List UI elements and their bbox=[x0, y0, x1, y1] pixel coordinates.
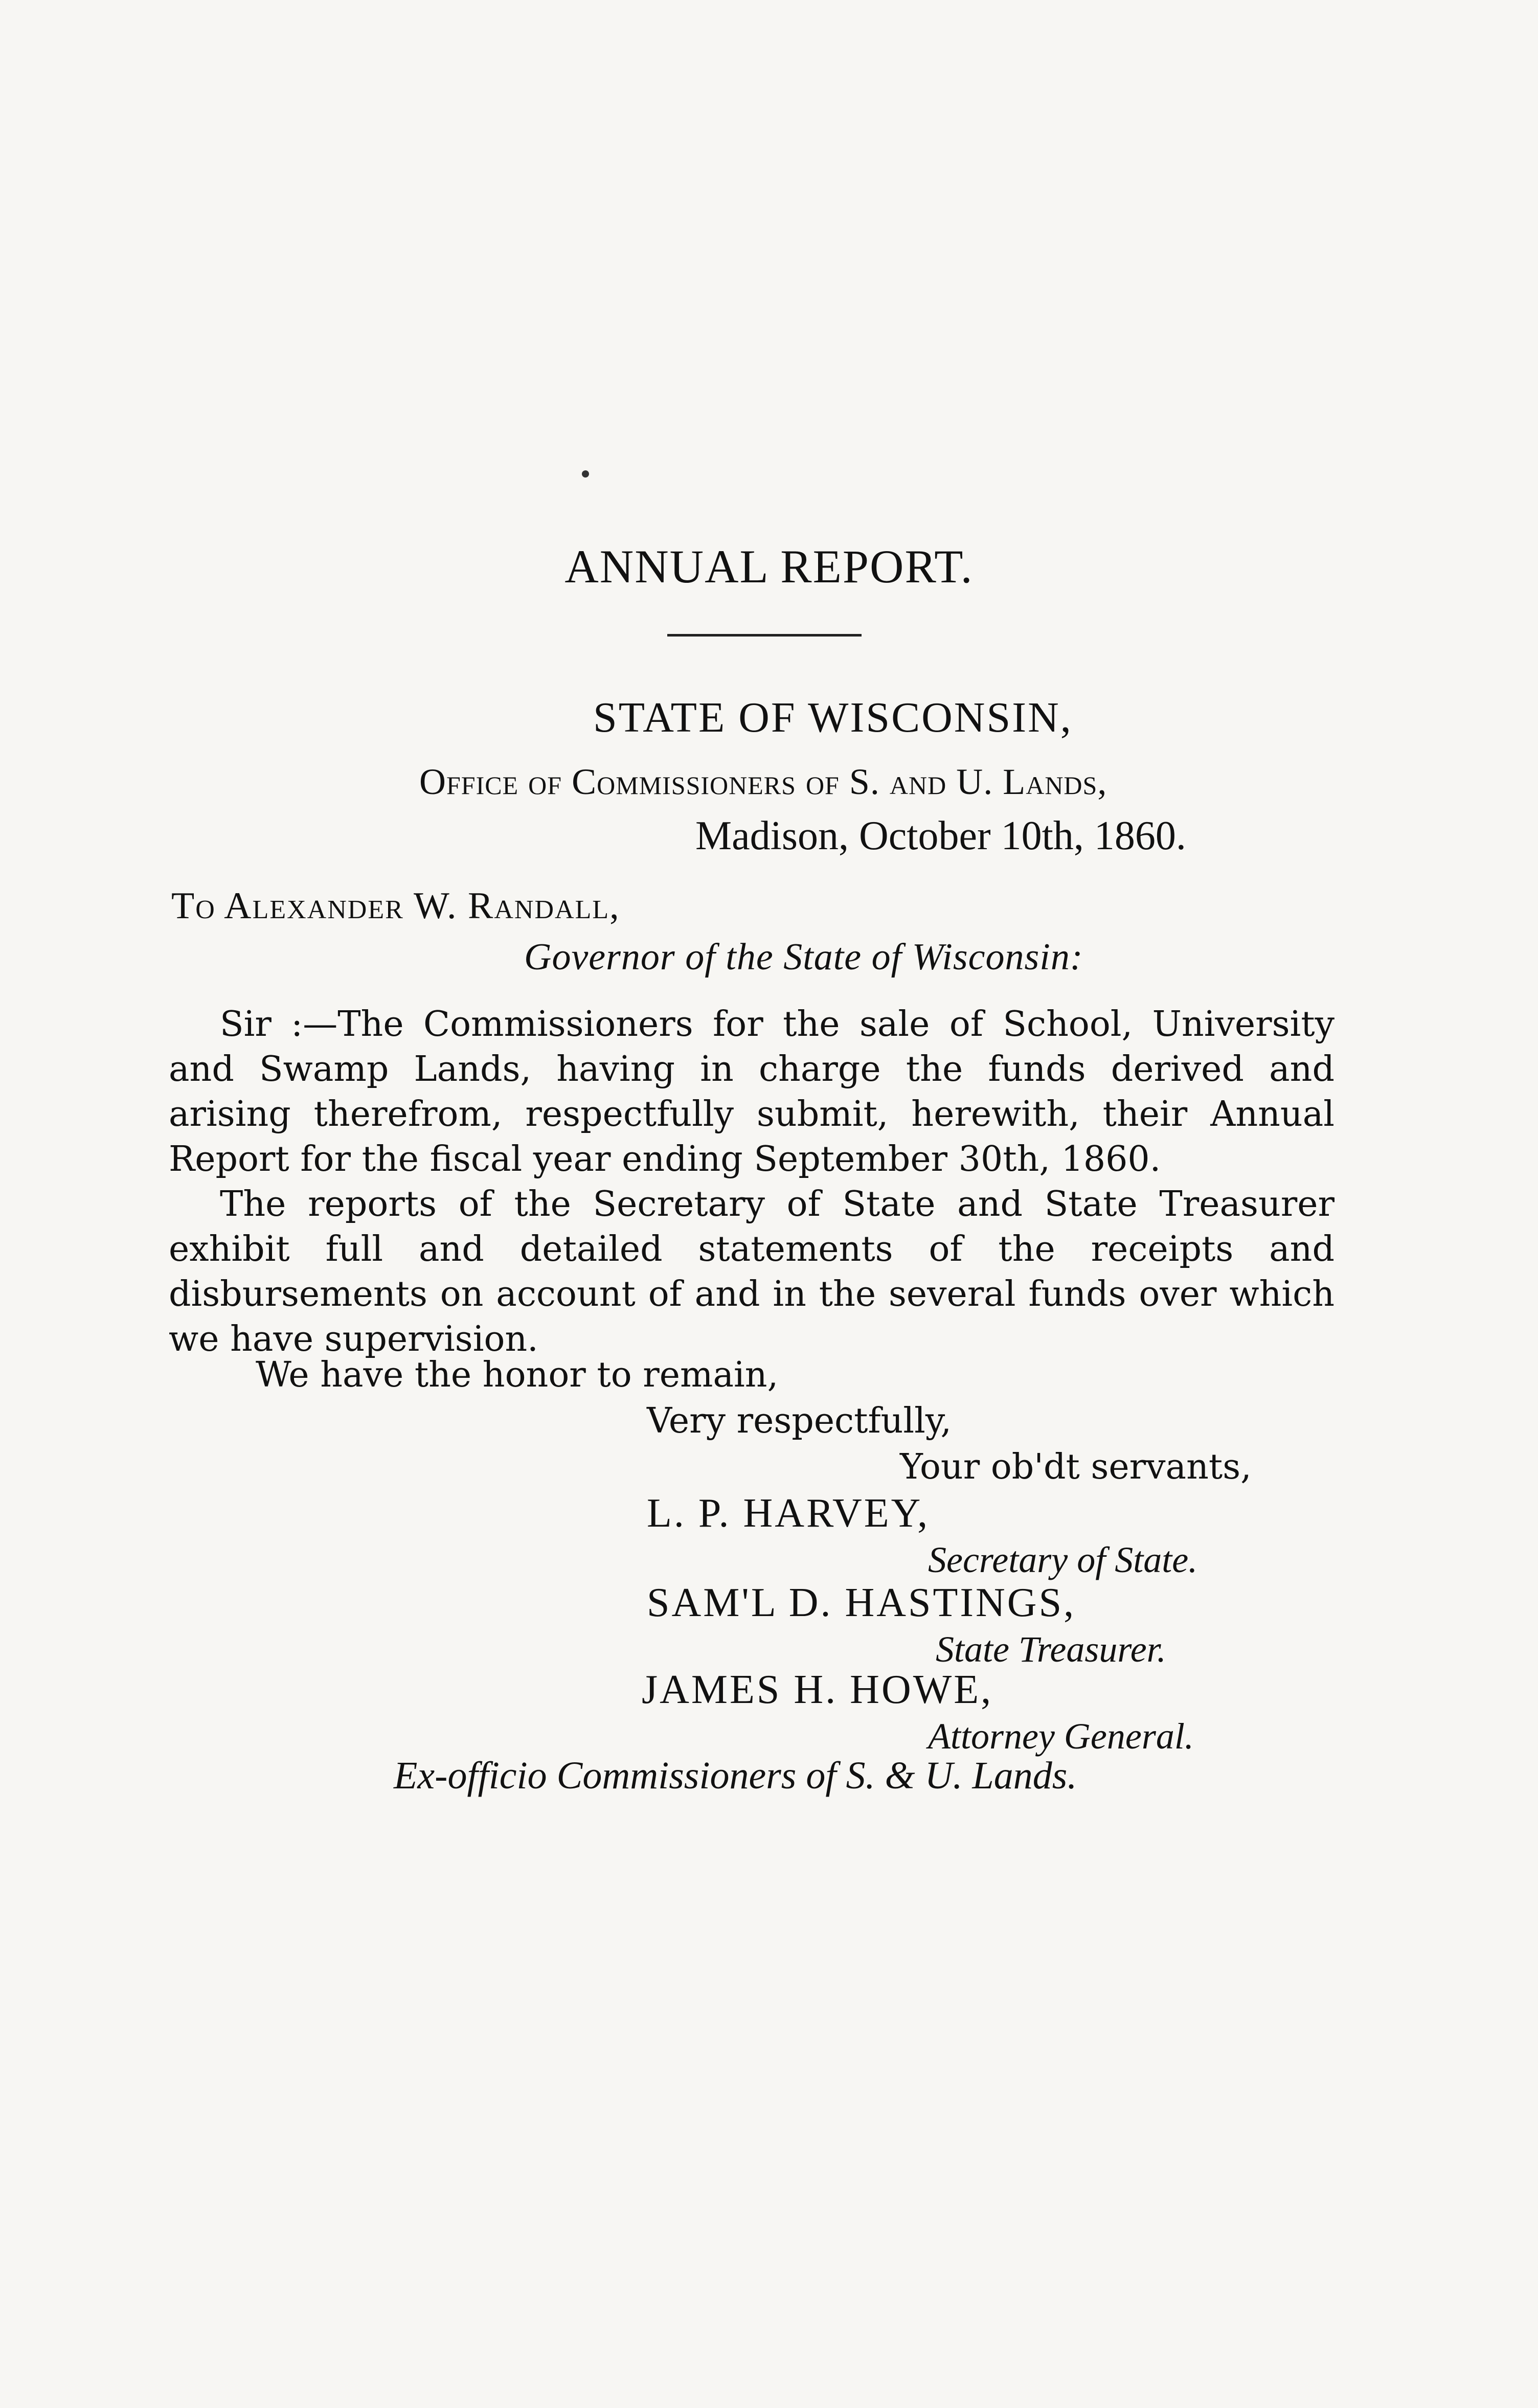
closing-servants: Your ob'dt servants, bbox=[900, 1447, 1252, 1487]
addressee: To Alexander W. Randall, bbox=[171, 885, 620, 927]
letter-body bbox=[169, 1002, 1335, 1362]
signatory-title-2: State Treasurer. bbox=[936, 1629, 1166, 1670]
office-heading: Office of Commissioners of S. and U. Lands, bbox=[419, 761, 1107, 802]
closing-respectfully: Very respectfully, bbox=[647, 1401, 952, 1441]
signatory-title-3: Attorney General. bbox=[928, 1716, 1194, 1757]
page-title: ANNUAL REPORT. bbox=[564, 540, 974, 593]
signatory-name-1: L. P. HARVEY, bbox=[647, 1491, 930, 1536]
paragraph-1: Sir :—The Commissioners for the sale of School, University and Swamp Lands, having in charge the funds derived and arising therefrom, respectfully submit, herewith, their Annual Report for the fiscal year ending September 30th, 1860. bbox=[169, 1004, 1335, 1179]
title-rule bbox=[667, 634, 862, 637]
addressee-title: Governor of the State of Wisconsin: bbox=[524, 936, 1083, 978]
signatory-name-3: JAMES H. HOWE, bbox=[642, 1667, 993, 1712]
signatory-name-2: SAM'L D. HASTINGS, bbox=[647, 1580, 1076, 1625]
dateline: Madison, October 10th, 1860. bbox=[695, 813, 1186, 858]
closing-honor: We have the honor to remain, bbox=[256, 1355, 779, 1395]
paragraph-2: The reports of the Secretary of State and State Treasurer exhibit full and detailed statements of the receipts and disbursements on account of and in the several funds over which we have supervision. bbox=[169, 1184, 1335, 1359]
ink-speck bbox=[582, 470, 589, 478]
signatory-title-1: Secretary of State. bbox=[928, 1539, 1198, 1580]
commissioners-footer: Ex-officio Commissioners of S. & U. Lands. bbox=[394, 1754, 1077, 1797]
state-heading: STATE OF WISCONSIN, bbox=[593, 694, 1073, 741]
